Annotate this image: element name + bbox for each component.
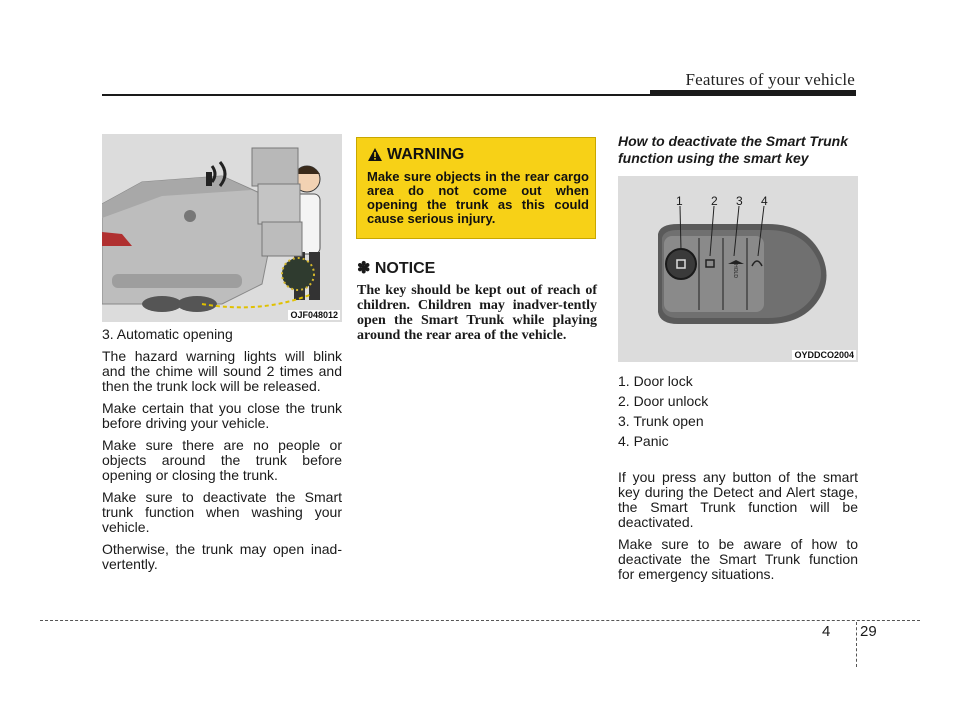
trunk-opening-illustration bbox=[102, 134, 342, 322]
notice-symbol-icon: ✽ bbox=[357, 260, 371, 277]
paragraph: Make sure to deactivate the Smart trunk function when washing your vehicle. bbox=[102, 489, 342, 535]
paragraph: If you press any button of the smart key during the Detect and Alert stage, the Smart Trunk function will be deactivated. bbox=[618, 469, 858, 530]
callout-label: 4 bbox=[761, 194, 768, 208]
figure-caption: OYDDCO2004 bbox=[794, 350, 854, 360]
notice-text: The key should be kept out of reach of children. Children may inadver-tently open the Smart Trunk while playing around the rear area of the vehicle. bbox=[357, 283, 597, 343]
warning-triangle-icon bbox=[367, 147, 383, 162]
left-column bbox=[102, 327, 342, 579]
figure-caption: OJF048012 bbox=[290, 310, 338, 320]
paragraph: Make sure to be aware of how to deactivate the Smart Trunk function for emergency situations. bbox=[618, 536, 858, 582]
smart-key-figure bbox=[618, 176, 858, 362]
header-rule bbox=[102, 94, 854, 96]
paragraph: The hazard warning lights will blink and the chime will sound 2 times and then the trunk lock will be released. bbox=[102, 348, 342, 394]
callout-label: 3 bbox=[736, 194, 743, 208]
callout-label: 1 bbox=[676, 194, 683, 208]
warning-title: WARNING bbox=[387, 146, 465, 163]
footer-rule bbox=[40, 620, 920, 621]
list-item: 4. Panic bbox=[618, 433, 669, 449]
list-item: 2. Door unlock bbox=[618, 393, 709, 409]
section-title: Features of your vehicle bbox=[685, 70, 855, 89]
notice-title: NOTICE bbox=[374, 260, 436, 277]
footer-divider bbox=[856, 622, 857, 667]
page-number: 29 bbox=[860, 623, 877, 640]
list-item: 3. Trunk open bbox=[618, 413, 704, 429]
right-column-text bbox=[618, 470, 858, 589]
warning-text: Make sure objects in the rear cargo area do not come out when opening the trunk as this could cause serious injury. bbox=[367, 169, 589, 226]
paragraph: Make sure there are no people or objects around the trunk before opening or closing the trunk. bbox=[102, 437, 342, 483]
notice-heading bbox=[357, 258, 435, 278]
callout-label: 2 bbox=[711, 194, 718, 208]
paragraph: Otherwise, the trunk may open inad-vertently. bbox=[102, 541, 342, 572]
subheading: How to deactivate the Smart Trunk function using the smart key bbox=[618, 133, 849, 166]
key-hold-label: HOLD bbox=[731, 264, 738, 278]
chapter-number: 4 bbox=[822, 623, 831, 640]
paragraph: Make certain that you close the trunk before driving your vehicle. bbox=[102, 400, 342, 431]
warning-box bbox=[356, 137, 596, 239]
step-heading: 3. Automatic opening bbox=[102, 326, 233, 342]
right-column-list bbox=[618, 374, 858, 454]
list-item: 1. Door lock bbox=[618, 373, 693, 389]
car-person-illustration bbox=[102, 134, 342, 322]
